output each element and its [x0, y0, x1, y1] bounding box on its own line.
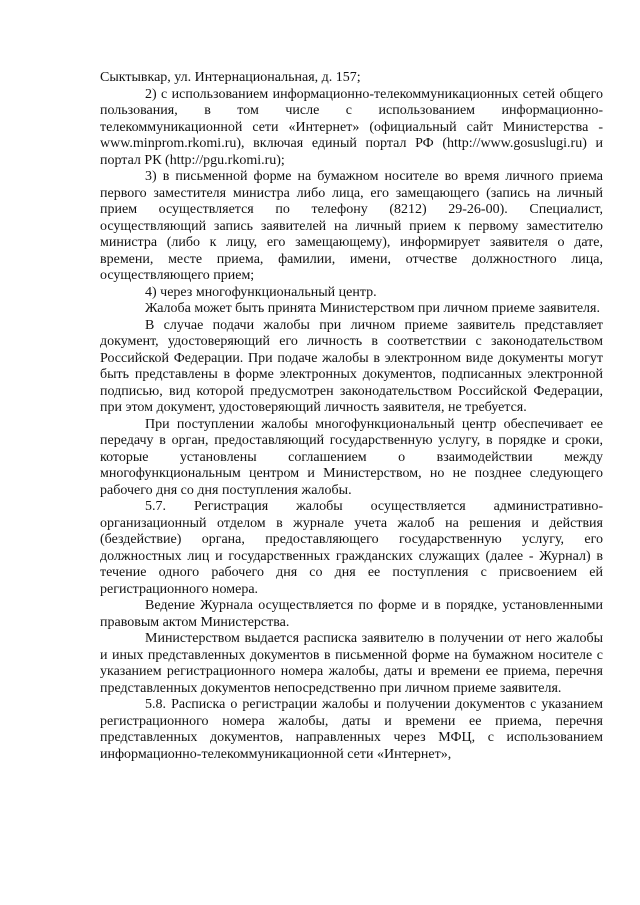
paragraph-personal-reception: Жалоба может быть принята Министерством при личном приеме заявителя. — [145, 301, 600, 316]
paragraph-item-3: 3) в письменной форме на бумажном носителе во время личного приема первого заместителя министра либо лица, его замещающего (запись на личный прием осуществляется по телефону (8212) 29-26-00). Специалист, осуществляющий запись заявителей на личный прием к первому заместителю министра (либо к лицу, его замещающему), информирует заявителя о дате, времени, месте приема, фамилии, имени, отчестве должностного лица, осуществляющего прием; — [100, 169, 603, 283]
paragraph-item-2: 2) с использованием информационно-телекоммуникационных сетей общего пользования, в том числе с использованием информационно-телекоммуникационной сети «Интернет» (официальный сайт Министерства - www.minprom.rkomi.ru), включая единый портал РФ (http://www.gosuslugi.ru) и портал РК (http://pgu.rkomi.ru); — [100, 86, 603, 168]
paragraph-section-5-7: 5.7. Регистрация жалобы осуществляется административно-организационный отделом в журнале учета жалоб на решения и действия (бездействие) органа, предоставляющего государственную услугу, его должностных лиц и государственных гражданских служащих (далее - Журнал) в течение одного рабочего дня со дня ее поступления с присвоением ей регистрационного номера. — [100, 499, 603, 597]
paragraph-item-4: 4) через многофункциональный центр. — [145, 284, 377, 300]
paragraph-address: Сыктывкар, ул. Интернациональная, д. 157; — [100, 70, 361, 85]
paragraph-identity-document: В случае подачи жалобы при личном приеме заявитель представляет документ, удостоверяющий его личность в соответствии с законодательством Российской Федерации. При подаче жалобы в электронном виде документы могут быть представлены в форме электронных документов, подписанных электронной подписью, вид которой предусмотрен законодательством Российской Федерации, при этом документ, удостоверяющий личность заявителя, не требуется. — [100, 317, 603, 415]
paragraph-mfc-transfer: При поступлении жалобы многофункциональный центр обеспечивает ее передачу в орган, предоставляющий государственную услугу, в порядке и сроки, которые установлены соглашением о взаимодействии между многофункциональным центром и Министерством, но не позднее следующего рабочего дня со дня поступления жалобы. — [100, 416, 603, 498]
paragraph-journal: Ведение Журнала осуществляется по форме и в порядке, установленными правовым актом Министерства. — [100, 598, 603, 630]
paragraph-section-5-8: 5.8. Расписка о регистрации жалобы и получении документов с указанием регистрационного номера жалобы, даты и времени ее приема, перечня представленных документов, направленных через МФЦ, с использованием информационно-телекоммуникационной сети «Интернет», — [100, 697, 603, 762]
paragraph-receipt: Министерством выдается расписка заявителю в получении от него жалобы и иных представленных документов в письменной форме на бумажном носителе с указанием регистрационного номера жалобы, даты и времени ее приема, перечня представленных документов непосредственно при личном приеме заявителя. — [100, 631, 603, 696]
